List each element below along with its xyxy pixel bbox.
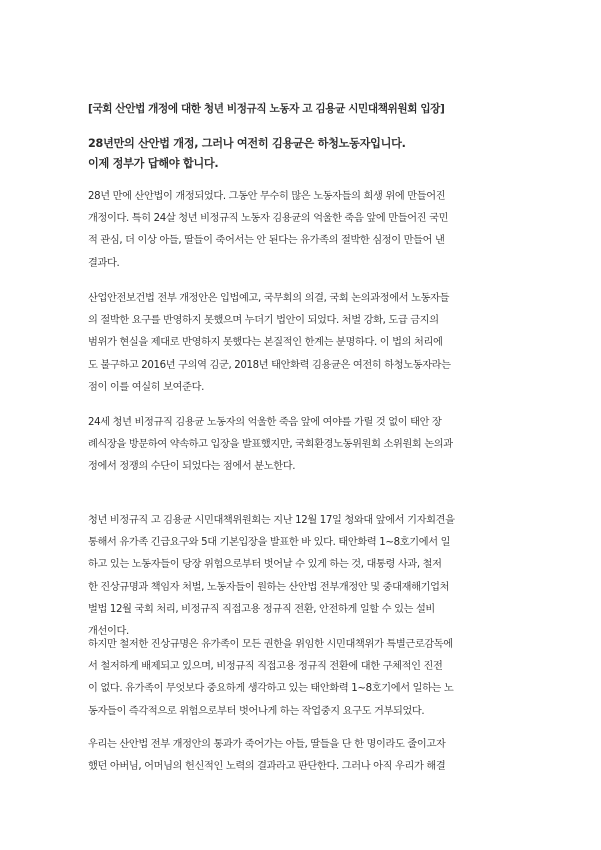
paragraph-line: 의 절박한 요구를 반영하지 못했으며 누더기 법안이 되었다. 처벌 강화, 도급 금지의: [88, 315, 439, 327]
paragraph-line: 24세 청년 비정규직 김용균 노동자의 억울한 죽음 앞에 여야를 가릴 것 없이 태안 장: [88, 417, 442, 428]
paragraph-line: 개정이다. 특히 24살 청년 비정규직 노동자 김용균의 억울한 죽음 앞에 만들어진 국민: [88, 213, 449, 225]
paragraph-line: 벌법 12월 국회 처리, 비정규직 직접고용 정규직 전환, 안전하게 일할 수 있는 설비: [88, 603, 435, 615]
paragraph-line: 하지만 철저한 진상규명은 유가족이 모든 권한을 위임한 시민대책위가 특별근로감독에: [88, 639, 453, 650]
paragraph-3: [88, 412, 522, 479]
subtitle-line: 이제 정부가 답해야 합니다.: [88, 157, 219, 170]
document-subtitle: [88, 134, 528, 174]
paragraph-line: 우리는 산안법 전부 개정안의 통과가 죽어가는 아들, 딸들을 단 한 명이라도 줄이고자: [88, 739, 446, 750]
paragraph-line: 하고 있는 노동자들이 당장 위험으로부터 벗어날 수 있게 하는 것, 대통령 사과, 철저: [88, 559, 442, 571]
paragraph-5: [88, 634, 522, 723]
paragraph-line: 범위가 현실을 제대로 반영하지 못했다는 본질적인 한계는 분명하다. 이 법의 처리에: [88, 337, 443, 349]
paragraph-line: 서 철저하게 배제되고 있으며, 비정규직 직접고용 정규직 전환에 대한 구체적인 진전: [88, 661, 443, 673]
paragraph-line: 도 불구하고 2016년 구의역 김군, 2018년 태안화력 김용균은 여전히 하청노동자라는: [88, 359, 451, 371]
subtitle-line: 28년만의 산안법 개정, 그러나 여전히 김용균은 하청노동자입니다.: [88, 137, 406, 150]
paragraph-line: 28년 만에 산안법이 개정되었다. 그동안 무수히 많은 노동자들의 희생 위에 만들어진: [88, 191, 446, 202]
paragraph-line: 이 없다. 유가족이 무엇보다 중요하게 생각하고 있는 태안화력 1~8호기에서 일하는 노: [88, 683, 454, 695]
paragraph-line: 정에서 정쟁의 수단이 되었다는 점에서 분노한다.: [88, 461, 296, 473]
document-heading: [국회 산안법 개정에 대한 청년 비정규직 노동자 고 김용균 시민대책위원회 입장]: [88, 103, 445, 115]
paragraph-1: [88, 186, 522, 275]
paragraph-line: 점이 이를 여실히 보여준다.: [88, 381, 204, 393]
paragraph-line: 결과다.: [88, 257, 120, 269]
paragraph-line: 례식장을 방문하여 약속하고 입장을 발표했지만, 국회환경노동위원회 소위원회 논의과: [88, 439, 453, 451]
paragraph-2: [88, 288, 522, 399]
paragraph-line: 통해서 유가족 긴급요구와 5대 기본입장을 발표한 바 있다. 태안화력 1~8호기에서 일: [88, 537, 451, 549]
paragraph-line: 개선이다.: [88, 626, 129, 638]
paragraph-line: 동자들이 즉각적으로 위험으로부터 벗어나게 하는 작업중지 요구도 거부되었다.: [88, 705, 425, 717]
paragraph-6: [88, 734, 522, 778]
paragraph-line: 산업안전보건법 전부 개정안은 입법예고, 국무회의 의결, 국회 논의과정에서 노동자들: [88, 293, 450, 304]
paragraph-line: 적 관심, 더 이상 아들, 딸들이 죽어서는 안 된다는 유가족의 절박한 심정이 만들어 낸: [88, 235, 445, 247]
paragraph-4: [88, 510, 522, 643]
paragraph-line: 청년 비정규직 고 김용균 시민대책위원회는 지난 12월 17일 청와대 앞에서 기자회견을: [88, 515, 455, 526]
paragraph-line: 한 진상규명과 책임자 처벌, 노동자들이 원하는 산안법 전부개정안 및 중대재해기업처: [88, 581, 450, 593]
paragraph-line: 했던 아버님, 어머님의 헌신적인 노력의 결과라고 판단한다. 그러나 아직 우리가 해결: [88, 761, 446, 773]
